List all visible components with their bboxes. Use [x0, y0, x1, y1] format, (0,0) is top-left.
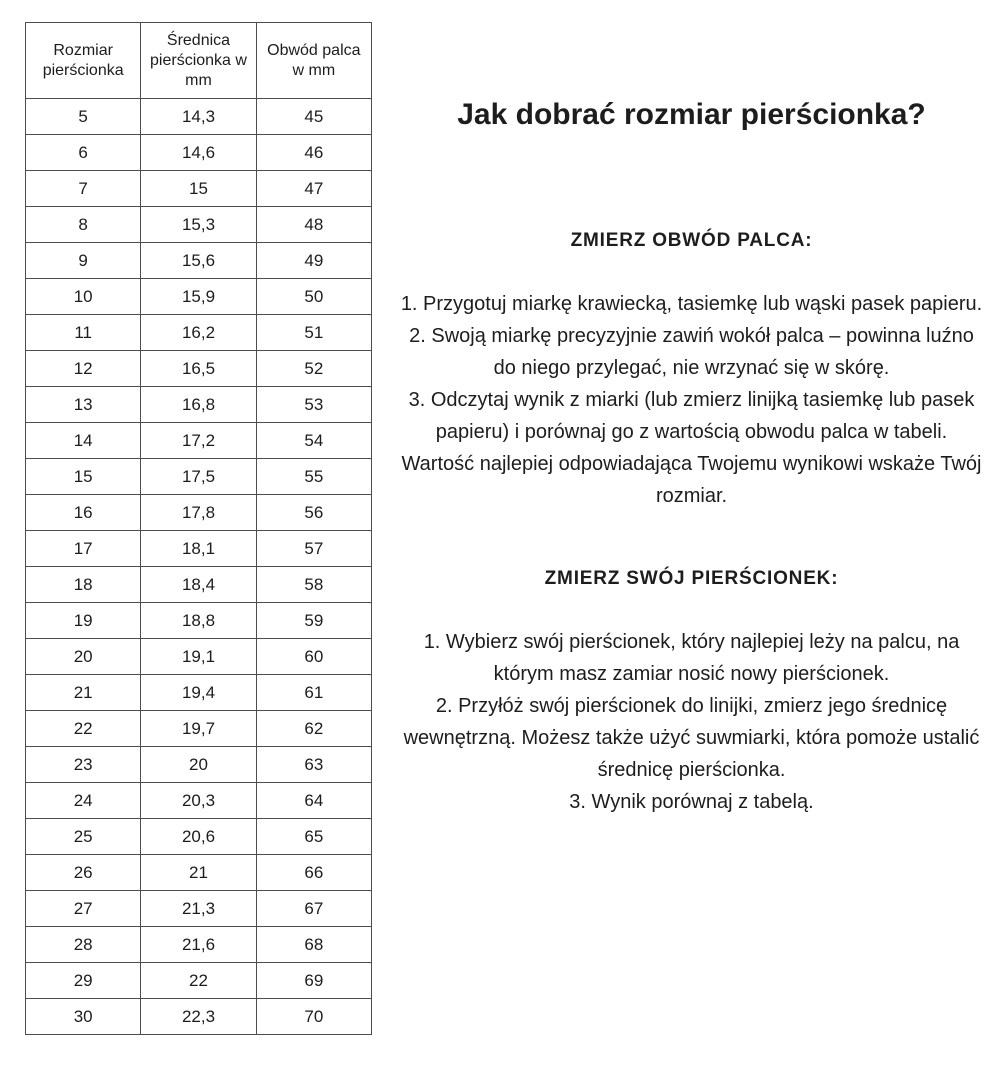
table-row	[26, 243, 372, 279]
table-row	[26, 495, 372, 531]
table-cell: 14,3	[141, 99, 256, 135]
column-header-ring-size: Rozmiar pierścionka	[26, 23, 141, 99]
section-heading-measure-ring: ZMIERZ SWÓJ PIERŚCIONEK:	[544, 568, 839, 589]
table-cell: 22,3	[141, 999, 256, 1035]
table-cell: 17,8	[141, 495, 256, 531]
table-row	[26, 855, 372, 891]
table-cell: 64	[256, 783, 371, 819]
table-row	[26, 819, 372, 855]
table-row	[26, 747, 372, 783]
table-cell: 16	[26, 495, 141, 531]
table-cell: 17,2	[141, 423, 256, 459]
table-cell: 46	[256, 135, 371, 171]
table-cell: 19,1	[141, 639, 256, 675]
step-item: 1. Przygotuj miarkę krawiecką, tasiemkę lub wąski pasek papieru.	[400, 293, 983, 315]
table-cell: 15,9	[141, 279, 256, 315]
table-cell: 7	[26, 171, 141, 207]
table-cell: 30	[26, 999, 141, 1035]
table-cell: 14	[26, 423, 141, 459]
instructions-panel	[398, 0, 985, 818]
table-cell: 16,2	[141, 315, 256, 351]
table-cell: 53	[256, 387, 371, 423]
table-cell: 17,5	[141, 459, 256, 495]
table-cell: 23	[26, 747, 141, 783]
table-cell: 70	[256, 999, 371, 1035]
table-cell: 69	[256, 963, 371, 999]
table-cell: 63	[256, 747, 371, 783]
step-item: 1. Wybierz swój pierścionek, który najlepiej leży na palcu, na którym masz zamiar nosić nowy pierścionek.	[423, 631, 960, 685]
table-row	[26, 531, 372, 567]
table-cell: 17	[26, 531, 141, 567]
table-cell: 26	[26, 855, 141, 891]
steps-measure-finger	[398, 288, 985, 512]
column-header-finger-circumference: Obwód palca w mm	[256, 23, 371, 99]
step-item: 2. Swoją miarkę precyzyjnie zawiń wokół palca – powinna luźno do niego przylegać, nie wrzynać się w skórę.	[409, 325, 974, 379]
ring-size-table-body	[26, 99, 372, 1035]
table-row	[26, 351, 372, 387]
table-row	[26, 711, 372, 747]
table-cell: 51	[256, 315, 371, 351]
table-cell: 54	[256, 423, 371, 459]
table-cell: 6	[26, 135, 141, 171]
table-cell: 58	[256, 567, 371, 603]
table-cell: 56	[256, 495, 371, 531]
table-row	[26, 387, 372, 423]
table-cell: 13	[26, 387, 141, 423]
table-cell: 49	[256, 243, 371, 279]
table-cell: 21	[141, 855, 256, 891]
table-row	[26, 315, 372, 351]
table-cell: 18	[26, 567, 141, 603]
table-cell: 67	[256, 891, 371, 927]
table-cell: 27	[26, 891, 141, 927]
ring-size-table	[25, 22, 372, 1035]
table-cell: 60	[256, 639, 371, 675]
table-row	[26, 963, 372, 999]
table-cell: 61	[256, 675, 371, 711]
table-row	[26, 99, 372, 135]
table-row	[26, 423, 372, 459]
table-row	[26, 459, 372, 495]
table-cell: 19,4	[141, 675, 256, 711]
table-cell: 52	[256, 351, 371, 387]
table-cell: 20,6	[141, 819, 256, 855]
table-cell: 9	[26, 243, 141, 279]
table-cell: 19	[26, 603, 141, 639]
table-cell: 5	[26, 99, 141, 135]
table-cell: 47	[256, 171, 371, 207]
section-measure-ring	[398, 566, 985, 818]
table-cell: 19,7	[141, 711, 256, 747]
table-cell: 22	[26, 711, 141, 747]
table-cell: 59	[256, 603, 371, 639]
table-row	[26, 135, 372, 171]
table-cell: 65	[256, 819, 371, 855]
table-cell: 22	[141, 963, 256, 999]
table-row	[26, 675, 372, 711]
table-cell: 21	[26, 675, 141, 711]
table-row	[26, 171, 372, 207]
table-cell: 15,6	[141, 243, 256, 279]
step-item: 3. Wynik porównaj z tabelą.	[569, 791, 814, 813]
table-cell: 68	[256, 927, 371, 963]
table-row	[26, 999, 372, 1035]
table-cell: 66	[256, 855, 371, 891]
table-cell: 20	[26, 639, 141, 675]
steps-measure-ring	[398, 626, 985, 818]
table-cell: 48	[256, 207, 371, 243]
table-cell: 18,1	[141, 531, 256, 567]
table-row	[26, 639, 372, 675]
table-cell: 16,5	[141, 351, 256, 387]
table-row	[26, 891, 372, 927]
column-header-ring-diameter: Średnica pierścionka w mm	[141, 23, 256, 99]
table-cell: 8	[26, 207, 141, 243]
table-cell: 28	[26, 927, 141, 963]
table-cell: 55	[256, 459, 371, 495]
table-row	[26, 279, 372, 315]
page-title: Jak dobrać rozmiar pierścionka?	[457, 98, 926, 131]
table-cell: 20,3	[141, 783, 256, 819]
table-cell: 21,6	[141, 927, 256, 963]
ring-size-table-container	[25, 22, 372, 1035]
table-cell: 12	[26, 351, 141, 387]
table-cell: 21,3	[141, 891, 256, 927]
ring-size-table-header	[26, 23, 372, 99]
table-cell: 15	[26, 459, 141, 495]
table-cell: 14,6	[141, 135, 256, 171]
table-cell: 50	[256, 279, 371, 315]
table-cell: 20	[141, 747, 256, 783]
table-row	[26, 567, 372, 603]
table-row	[26, 783, 372, 819]
table-cell: 25	[26, 819, 141, 855]
table-cell: 24	[26, 783, 141, 819]
section-measure-finger	[398, 228, 985, 512]
table-cell: 15	[141, 171, 256, 207]
table-cell: 57	[256, 531, 371, 567]
table-cell: 45	[256, 99, 371, 135]
table-row	[26, 927, 372, 963]
table-cell: 10	[26, 279, 141, 315]
table-cell: 15,3	[141, 207, 256, 243]
step-item: 3. Odczytaj wynik z miarki (lub zmierz linijką tasiemkę lub pasek papieru) i porównaj go z wartością obwodu palca w tabeli. Wartość najlepiej odpowiadająca Twojemu wynikowi wskaże Twój rozmiar.	[401, 389, 982, 507]
table-cell: 62	[256, 711, 371, 747]
step-item: 2. Przyłóż swój pierścionek do linijki, zmierz jego średnicę wewnętrzną. Możesz także użyć suwmiarki, która pomoże ustalić średnicę pierścionka.	[403, 695, 980, 781]
section-heading-measure-finger: ZMIERZ OBWÓD PALCA:	[570, 230, 813, 251]
table-row	[26, 207, 372, 243]
table-header-row	[26, 23, 372, 99]
table-cell: 18,4	[141, 567, 256, 603]
table-cell: 29	[26, 963, 141, 999]
table-cell: 16,8	[141, 387, 256, 423]
table-row	[26, 603, 372, 639]
table-cell: 18,8	[141, 603, 256, 639]
table-cell: 11	[26, 315, 141, 351]
